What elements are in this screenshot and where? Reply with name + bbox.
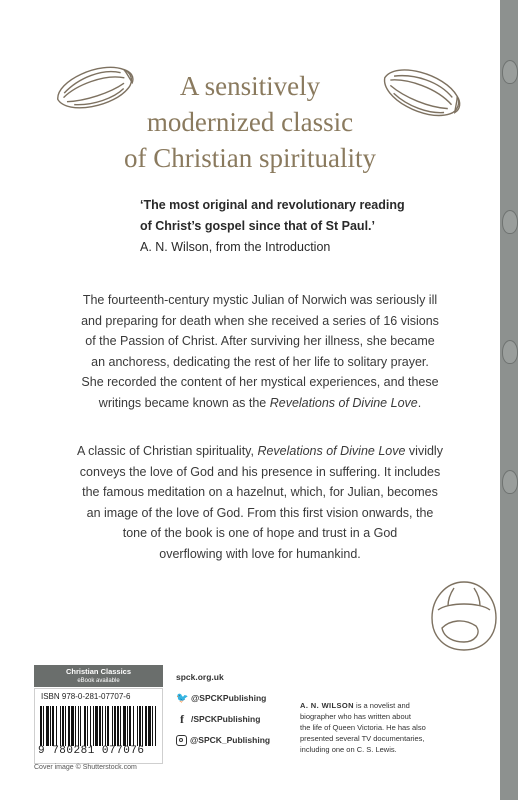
blurb-line (40, 393, 480, 414)
barcode-bar (148, 706, 151, 746)
barcode-bar (78, 706, 79, 746)
barcode-bar (145, 706, 147, 746)
blurb-text: vividly (405, 444, 443, 458)
headline-line: of Christian spirituality (124, 143, 376, 173)
barcode-bar (40, 706, 42, 746)
instagram-handle: @SPCK_Publishing (190, 735, 271, 745)
barcode-bar (127, 706, 128, 746)
barcode-box (34, 688, 163, 764)
blurb-line: She recorded the content of her mystical experiences, and these (81, 375, 439, 389)
barcode-bar (60, 706, 61, 746)
isbn-text: ISBN 978-0-281-07707-6 (41, 692, 131, 701)
blurb-line: an image of the love of God. From this first vision onwards, the (86, 505, 434, 520)
author-name: A. N. WILSON (300, 701, 354, 710)
barcode-bar (80, 706, 81, 746)
blurb-line: conveys the love of God and his presence in suffering. It includes (79, 464, 441, 479)
facebook-icon: f (180, 711, 184, 726)
spine-strip (500, 0, 518, 800)
barcode-bar (139, 706, 141, 746)
blurb-line: and preparing for death when she received a series of 16 visions (81, 313, 439, 328)
barcode-bar (65, 706, 66, 746)
barcode-bar (107, 706, 109, 746)
barcode-bar (99, 706, 101, 746)
spine-hazelnut-icon (502, 210, 518, 234)
barcode-bar (129, 706, 131, 746)
barcode-bar (84, 706, 86, 746)
barcode-bar (142, 706, 143, 746)
blurb-line: of the Passion of Christ. After surviving her illness, she became (85, 334, 435, 348)
barcode-bar (102, 706, 103, 746)
spine-hazelnut-icon (502, 340, 518, 364)
spine-hazelnut-icon (502, 470, 518, 494)
author-bio-line: the life of Queen Victoria. He has also (300, 723, 426, 732)
ebook-note: eBook available (77, 678, 120, 684)
social-links (176, 671, 270, 755)
barcode (39, 706, 157, 746)
quote-line: of Christ’s gospel since that of St Paul.’ (140, 219, 375, 233)
barcode-bar (120, 706, 121, 746)
quote-attribution: A. N. Wilson, from the Introduction (140, 240, 331, 254)
barcode-bar (133, 706, 134, 746)
facebook-handle: /SPCKPublishing (191, 714, 261, 724)
blurb-line: The fourteenth-century mystic Julian of Norwich was seriously ill (82, 293, 438, 307)
barcode-bar (52, 706, 54, 746)
instagram-icon (176, 735, 187, 746)
barcode-bar (112, 706, 113, 746)
series-name: Christian Classics (65, 667, 132, 676)
book-title: Revelations of Divine Love (269, 395, 418, 410)
headline-line: modernized classic (146, 107, 354, 137)
headline (60, 68, 440, 176)
blurb-line (40, 441, 480, 462)
blurb-paragraph-1 (40, 290, 480, 413)
website-link[interactable] (176, 671, 270, 683)
barcode-bar (155, 706, 156, 746)
barcode-bar (93, 706, 94, 746)
blurb-text: A classic of Christian spirituality, (77, 444, 258, 458)
barcode-bar (75, 706, 76, 746)
author-bio-line: presented several TV documentaries, (300, 734, 425, 743)
barcode-bar (68, 706, 70, 746)
barcode-bar (43, 706, 44, 746)
barcode-bar (152, 706, 153, 746)
barcode-bar (62, 706, 64, 746)
quote-line: ‘The most original and revolutionary reading (140, 198, 405, 212)
author-bio (300, 700, 500, 755)
spine-hazelnut-icon (502, 60, 518, 84)
facebook-link[interactable] (176, 713, 270, 725)
blurb-line: an anchoress, dedicating the rest of her life to solitary prayer. (91, 354, 429, 369)
author-bio-line: including one on C. S. Lewis. (300, 745, 397, 754)
barcode-bar (95, 706, 98, 746)
headline-line: A sensitively (179, 71, 321, 101)
blurb-text: . (417, 395, 422, 410)
barcode-bar (56, 706, 57, 746)
barcode-bar (114, 706, 116, 746)
author-bio-text: is a novelist and (353, 701, 410, 710)
endorsement-quote (140, 195, 480, 258)
author-bio-line: biographer who has written about (300, 712, 411, 721)
blurb-paragraph-2 (40, 441, 480, 564)
barcode-bar (90, 706, 91, 746)
barcode-bar (71, 706, 74, 746)
blurb-line: overflowing with love for humankind. (159, 546, 361, 561)
series-badge (34, 665, 163, 687)
website-text: spck.org.uk (176, 672, 224, 682)
twitter-link[interactable] (176, 692, 270, 704)
barcode-bar (50, 706, 51, 746)
twitter-icon: 🐦 (176, 692, 189, 704)
blurb-line: the famous meditation on a hazelnut, which, for Julian, becomes (82, 485, 438, 499)
hazelnut-icon (424, 576, 504, 656)
barcode-bar (137, 706, 138, 746)
barcode-bar (87, 706, 88, 746)
instagram-link[interactable] (176, 734, 270, 746)
blurb-line: tone of the book is one of hope and trust in a God (122, 526, 398, 540)
author-bio-line (300, 700, 500, 711)
blurb-text: writings became known as the (98, 395, 270, 410)
barcode-digits: 9 780281 077076 (38, 745, 145, 757)
barcode-bar (46, 706, 49, 746)
cover-credit: Cover image © Shutterstock.com (34, 764, 137, 771)
barcode-bar (105, 706, 106, 746)
twitter-handle: @SPCKPublishing (191, 693, 267, 703)
barcode-bar (117, 706, 119, 746)
barcode-bar (123, 706, 126, 746)
book-title: Revelations of Divine Love (257, 444, 406, 458)
